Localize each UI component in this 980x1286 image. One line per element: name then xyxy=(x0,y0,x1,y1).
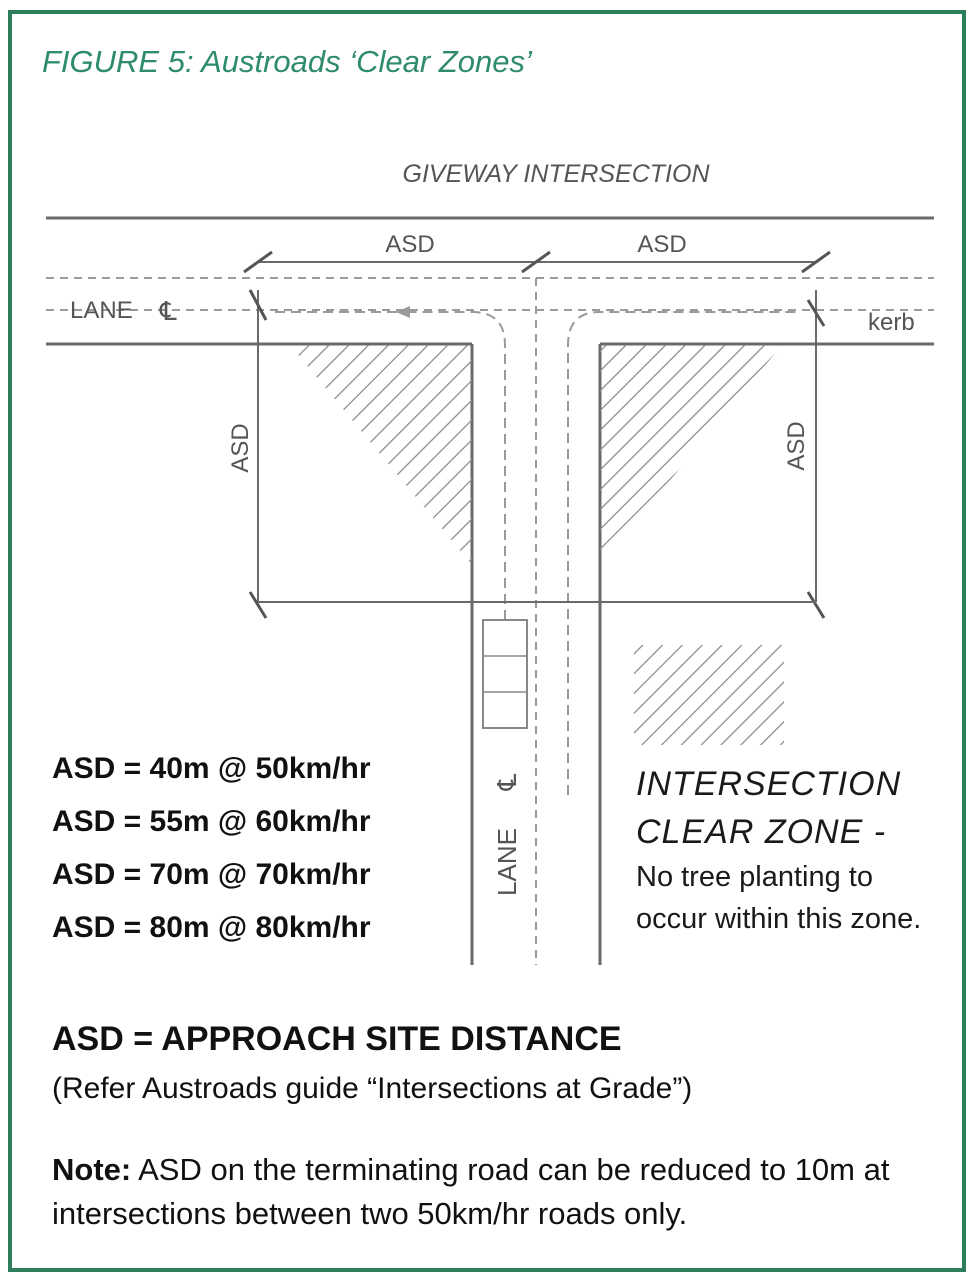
vehicle-icon xyxy=(483,620,527,728)
asd-definition: ASD = APPROACH SITE DISTANCE xyxy=(52,1020,622,1058)
clear-zone-right xyxy=(600,345,782,565)
centreline-symbol-side: ℄ xyxy=(492,773,522,791)
asd-speed-table xyxy=(52,742,371,954)
clear-zone-legend xyxy=(636,760,921,940)
asd-row: ASD = 70m @ 70km/hr xyxy=(52,858,371,891)
note xyxy=(52,1148,952,1236)
clear-zone-text-1: No tree planting to xyxy=(636,861,873,893)
clear-zone-text-2: occur within this zone. xyxy=(636,903,922,935)
asd-top-left-label: ASD xyxy=(385,231,435,258)
asd-reference: (Refer Austroads guide “Intersections at Grade”) xyxy=(52,1072,693,1105)
lane-main-label: LANE xyxy=(70,297,133,324)
clear-zone-left xyxy=(290,345,472,565)
clear-zone-heading-2: CLEAR ZONE - xyxy=(636,813,887,851)
note-label: Note: xyxy=(52,1152,132,1187)
diagram-heading: GIVEWAY INTERSECTION xyxy=(402,160,710,188)
left-turn-arrow-icon xyxy=(396,306,410,318)
note-text: ASD on the terminating road can be reduced to 10m at intersections between two 50km/hr roads only. xyxy=(52,1152,890,1231)
lane-side-label: LANE xyxy=(492,828,522,896)
clear-zone-legend-swatch xyxy=(634,645,784,745)
asd-side-left-label: ASD xyxy=(227,423,254,473)
asd-row: ASD = 40m @ 50km/hr xyxy=(52,752,371,785)
figure-title: FIGURE 5: Austroads ‘Clear Zones’ xyxy=(42,44,532,79)
asd-row: ASD = 55m @ 60km/hr xyxy=(52,805,371,838)
kerb-label: kerb xyxy=(868,309,915,336)
asd-top-right-label: ASD xyxy=(637,231,687,258)
clear-zone-heading-1: INTERSECTION xyxy=(636,765,902,803)
centreline-symbol-main: ℄ xyxy=(160,296,177,326)
asd-side-right-label: ASD xyxy=(783,421,810,471)
asd-row: ASD = 80m @ 80km/hr xyxy=(52,911,371,944)
